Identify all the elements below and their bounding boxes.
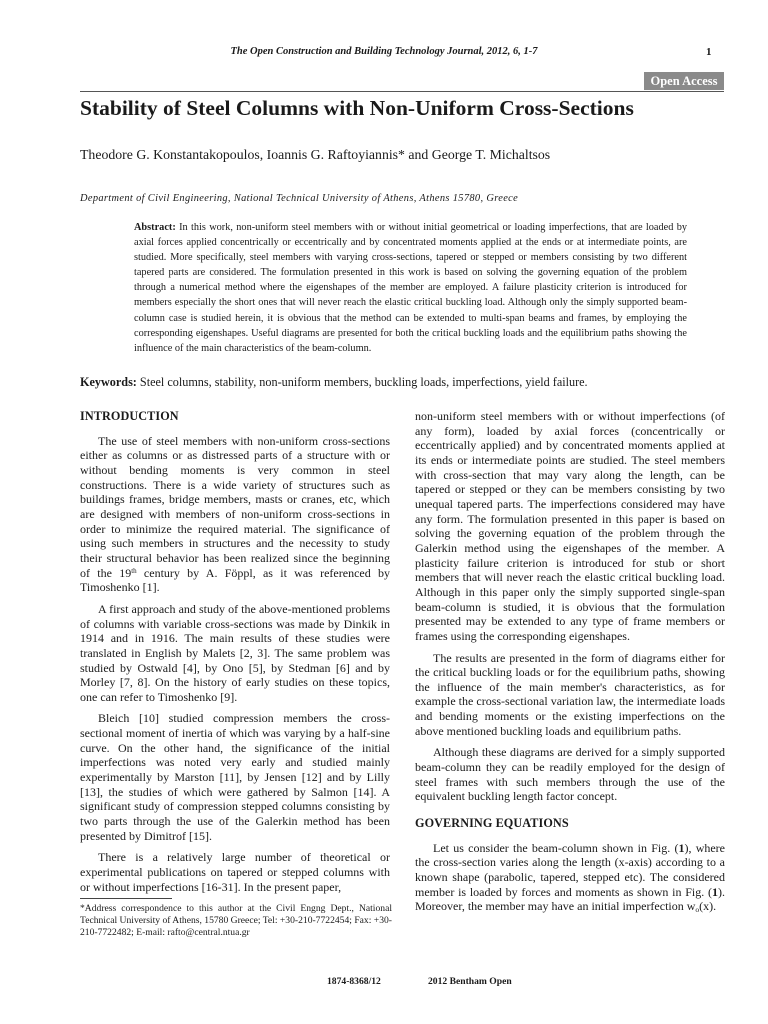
right-column <box>415 409 725 921</box>
footer-publisher: 2012 Bentham Open <box>428 976 512 987</box>
keywords-text: Steel columns, stability, non-uniform members, buckling loads, imperfections, yield failure. <box>139 375 588 389</box>
governing-equations-heading: GOVERNING EQUATIONS <box>415 816 569 831</box>
introduction-heading: INTRODUCTION <box>80 409 179 423</box>
governing-paragraph-1: Let us consider the beam-column shown in Fig. (1), where the cross-section varies along the length (x-axis) according to a known shape (parabolic, tapered, stepped etc). The considered member is loaded by forces and moments as shown in Fig. (1). Moreover, the member may have an initial imperfection $w_o(x)$. <box>415 840 726 915</box>
abstract <box>134 220 687 356</box>
abstract-text: In this work, non-uniform steel members with or without initial geometrical or loading imperfections, that are loaded by axial forces applied concentrically or eccentrically and by concentrated moments applied at the ends or at intermediate points, are studied. More specifically, steel members with varying cross-sections, tapered or stepped or members consisting by two different tapered parts are considered. The formulation presented in this work is based on solving the governing equation of the problem through a numerical method where the eigenshapes of the member are employed. A failure plasticity criterion is introduced for members especially the short ones that will never reach the elastic critical buckling load. Although only the simply supported beam-column case is studied herein, it is obvious that the method can be extended to multi-span beams and frames, by employing the corresponding eigenshapes. Useful diagrams are presented for both the critical buckling loads and the equilibrium paths showing the influence of the main characteristics of the beam-column. <box>134 222 687 354</box>
figure-reference[interactable]: 1 <box>678 840 685 855</box>
abstract-label: Abstract: <box>134 222 176 233</box>
intro-paragraph-6: The results are presented in the form of diagrams either for the critical buckling loads or for the equilibrium paths, showing the influence of the main member's characteristics, as for example the cross-sectional variation law, the intermediate loads and bending moments or the existing imperfections on the above mentioned buckling loads and equilibrium paths. <box>415 650 725 738</box>
keywords <box>80 375 730 390</box>
running-head: The Open Construction and Building Technology Journal, 2012, 6, 1-7 <box>230 46 538 57</box>
footer-issn: 1874-8368/12 <box>327 976 381 987</box>
article-title: Stability of Steel Columns with Non-Uniform Cross-Sections <box>80 96 634 120</box>
header-rule <box>80 91 724 92</box>
keywords-label: Keywords: <box>80 375 137 389</box>
footnote-rule <box>80 898 172 899</box>
intro-paragraph-7: Although these diagrams are derived for a simply supported beam-column they can be readily employed for the design of steel frames with such members through the use of the equivalent buckling length factor concept. <box>415 745 725 804</box>
article-authors: Theodore G. Konstantakopoulos, Ioannis G. Raftoyiannis* and George T. Michaltsos <box>80 147 551 162</box>
correspondence-footnote: *Address correspondence to this author at the Civil Engng Dept., National Technical University of Athens, 15780 Greece; Tel: +30-210-7722454; Fax: +30-210-7722482; E-mail: rafto@central.ntua.gr <box>80 903 392 938</box>
page-number: 1 <box>706 46 712 58</box>
intro-paragraph-1: The use of steel members with non-uniform cross-sections either as columns or as distressed parts of a structure with or without bending moments is very common in steel constructions. There is a wide variety of structures such as buildings frames, bridge members, masts or cranes, etc, which are designed with members of non-uniform cross-sections in order to minimize the required material. The significance of using such members in structures and the necessity to study their structural behavior has been realized since the beginning of the 19th century by A. Föppl, as it was referenced by Timoshenko [1]. <box>80 433 390 595</box>
intro-paragraph-5: non-uniform steel members with or without imperfections (of any form), loaded by axial forces (concentrically or eccentrically applied) and by concentrated moments applied at its ends or intermediate points are studied. The steel members with cross-section that may vary along the length, can be tapered or stepped or they can be members consisting by two unequal tapered parts. The imperfections considered may have any form. The formulation presented in this paper is based on solving the governing equation of the problem through the Galerkin method using the eigenshapes of the member. A plasticity failure criterion is introduced for stub or short members that will never reach the elastic critical buckling load. Although in this paper only the simply supported single-span beam-column is studied, it is obvious that the formulation presented may be extended to any type of frame members or frames using the corresponding eigenshapes. <box>415 409 725 643</box>
author-affiliation: Department of Civil Engineering, National Technical University of Athens, Athens 15780, Greece <box>80 193 519 204</box>
left-column <box>80 409 390 901</box>
superscript-th: th <box>131 566 137 575</box>
subscript-o: o <box>695 905 700 915</box>
intro-paragraph-4: There is a relatively large number of theoretical or experimental publications on tapered or stepped columns with or without imperfections [16-31]. In the present paper, <box>80 850 390 894</box>
figure-reference[interactable]: 1 <box>712 884 718 899</box>
intro-paragraph-2: A first approach and study of the above-mentioned problems of columns with variable cross-sections was made by Dinkik in 1914 and in 1916. The main results of these studies were translated in English by Malets [2, 3]. The same problem was studied by Ostwald [4], by Ono [5], by Stedman [6] and by Morley [7, 8]. On the history of early studies on these topics, one can refer to Timoshenko [9]. <box>80 601 390 704</box>
open-access-badge: Open Access <box>644 72 724 90</box>
intro-paragraph-3: Bleich [10] studied compression members the cross-sectional moment of inertia of which was varying by a half-sine curve. On the other hand, the significance of the initial imperfections was noted very early and studied mainly experimentally by Marston [11], by Jensen [12] and by Lilly [13], the studies of which were gathered by Salmon [14]. A significant study of compression stepped columns consisting by two parts through the use of the Galerkin method has been presented by Dimitrof [15]. <box>80 711 390 843</box>
